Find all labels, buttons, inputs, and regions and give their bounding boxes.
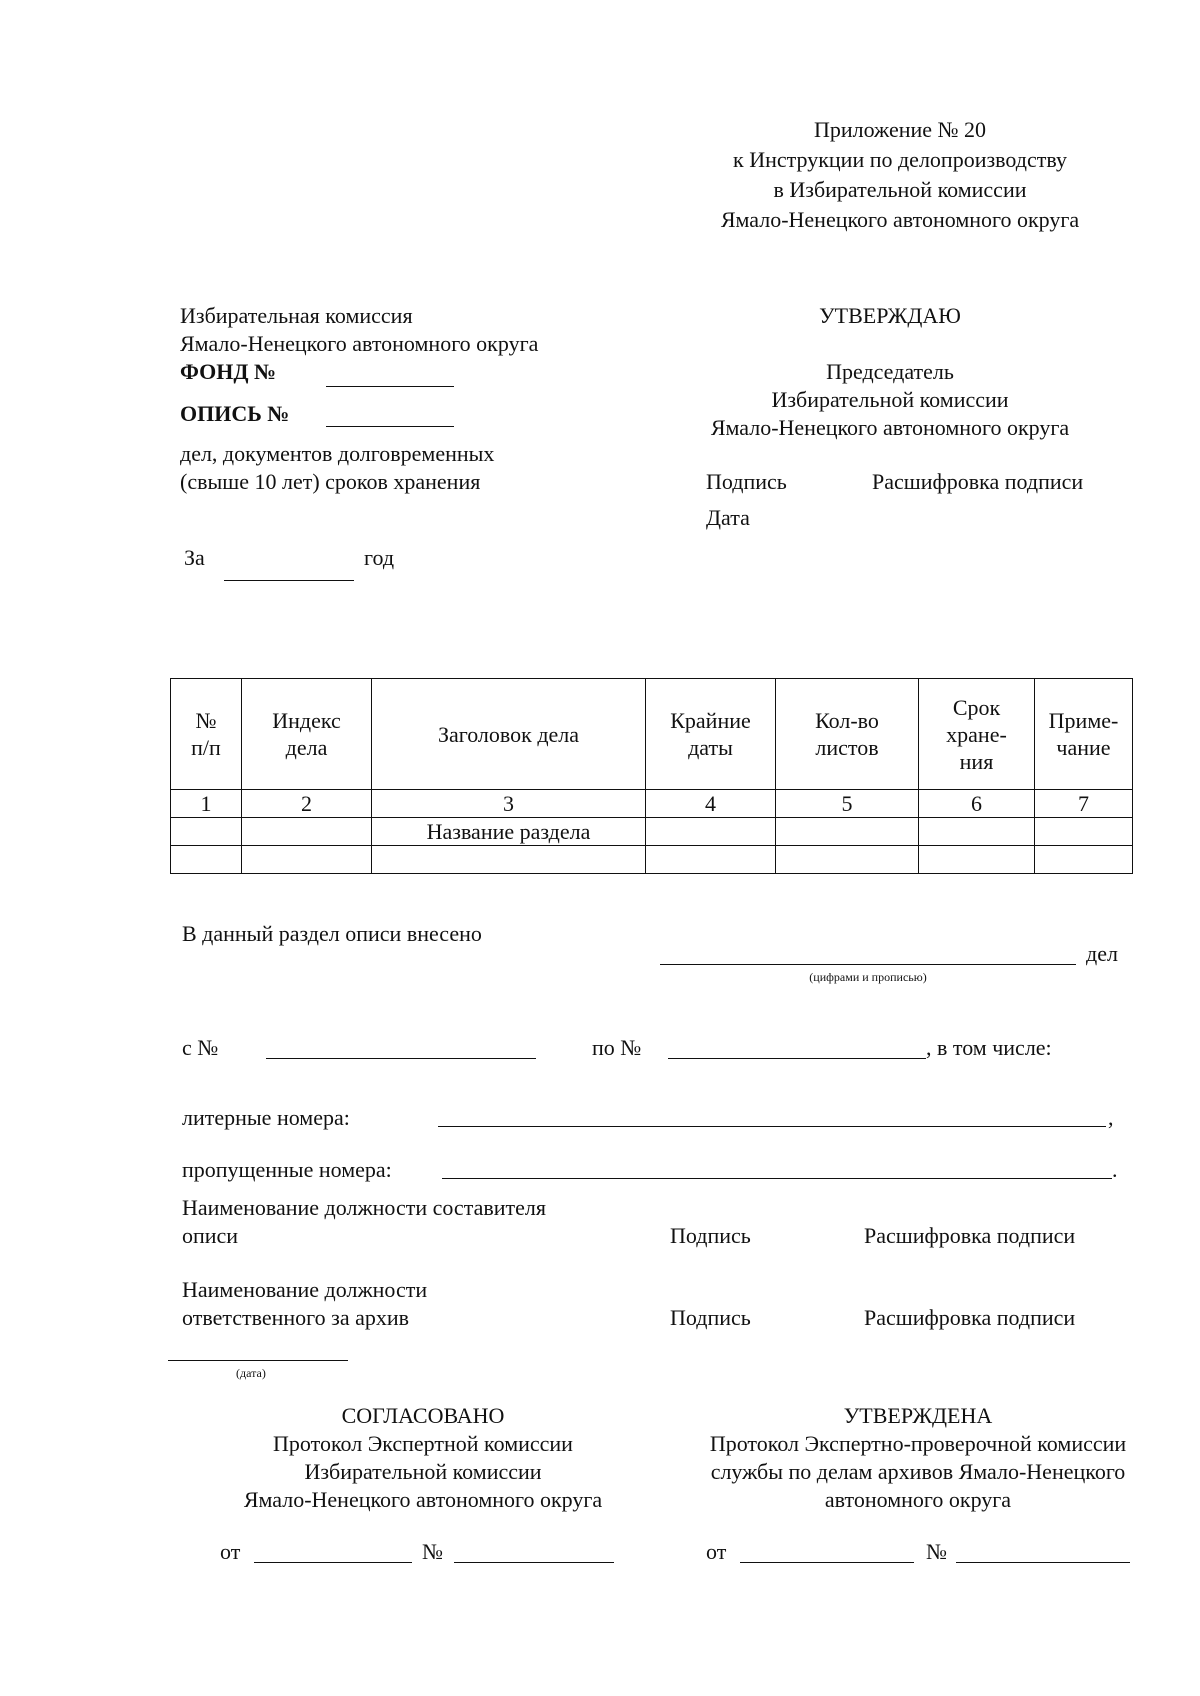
date-line — [168, 1360, 348, 1361]
appendix-region: Ямало-Ненецкого автономного округа — [720, 207, 1080, 232]
table-cell — [242, 818, 372, 846]
header-cell-sheets: Кол-во листов — [776, 679, 919, 790]
approved-number-line — [956, 1562, 1130, 1563]
to-number-label: по № — [592, 1035, 642, 1060]
cases-label: дел — [1086, 941, 1118, 966]
compiler-decoding-label: Расшифровка подписи — [864, 1223, 1076, 1248]
inventory-table — [170, 678, 1133, 874]
table-cell — [646, 846, 776, 874]
approved-service: службы по делам архивов Ямало-Ненецкого — [710, 1459, 1126, 1484]
missed-numbers-line — [442, 1178, 1112, 1179]
column-number-cell: 4 — [646, 790, 776, 818]
header-cell-title: Заголовок дела — [372, 679, 646, 790]
appendix-number: Приложение № 20 — [813, 117, 987, 142]
header-cell-note: Приме- чание — [1035, 679, 1133, 790]
approved-number-label: № — [926, 1539, 947, 1564]
agreed-from-label: от — [220, 1539, 241, 1564]
approve-organization: Избирательной комиссии — [771, 387, 1009, 412]
approve-decoding-label: Расшифровка подписи — [872, 469, 1084, 494]
approve-region: Ямало-Ненецкого автономного округа — [710, 415, 1070, 440]
organization-region: Ямало-Ненецкого автономного округа — [180, 331, 539, 356]
table-cell — [242, 846, 372, 874]
approve-signature-label: Подпись — [706, 469, 787, 494]
column-number-cell: 5 — [776, 790, 919, 818]
agreed-region: Ямало-Ненецкого автономного округа — [243, 1487, 603, 1512]
column-number-cell: 3 — [372, 790, 646, 818]
approved-protocol: Протокол Экспертно-проверочной комиссии — [709, 1431, 1127, 1456]
agreed-organization: Избирательной комиссии — [304, 1459, 542, 1484]
archive-position-1: Наименование должности — [182, 1277, 428, 1302]
words-hint: (цифрами и прописью) — [809, 970, 927, 984]
opis-description-1: дел, документов долговременных — [180, 441, 495, 466]
header-cell-number: № п/п — [171, 679, 242, 790]
cases-count-line — [660, 964, 1076, 965]
header-cell-dates: Крайние даты — [646, 679, 776, 790]
table-empty-row — [171, 846, 1133, 874]
approved-title: УТВЕРЖДЕНА — [843, 1403, 993, 1428]
organization-name: Избирательная комиссия — [180, 303, 413, 328]
compiler-position-1: Наименование должности составителя — [182, 1195, 546, 1220]
header-cell-term: Срок хране- ния — [919, 679, 1035, 790]
year-prefix: За — [184, 545, 205, 570]
missed-numbers-label: пропущенные номера: — [182, 1157, 392, 1182]
agreed-date-line — [254, 1562, 412, 1563]
year-suffix: год — [364, 545, 395, 570]
approved-date-line — [740, 1562, 914, 1563]
agreed-number-label: № — [422, 1539, 443, 1564]
table-cell — [919, 818, 1035, 846]
approve-date-label: Дата — [706, 505, 750, 530]
fond-number-line — [326, 386, 454, 387]
table-header-row — [171, 679, 1133, 790]
column-number-cell: 1 — [171, 790, 242, 818]
header-cell-index: Индекс дела — [242, 679, 372, 790]
agreed-protocol: Протокол Экспертной комиссии — [273, 1431, 573, 1456]
approved-from-label: от — [706, 1539, 727, 1564]
appendix-organization: в Избирательной комиссии — [773, 177, 1027, 202]
missed-numbers-end: . — [1112, 1157, 1118, 1182]
table-number-row — [171, 790, 1133, 818]
table-cell — [919, 846, 1035, 874]
table-cell — [776, 846, 919, 874]
table-cell — [1035, 846, 1133, 874]
opis-label: ОПИСЬ № — [180, 401, 290, 426]
date-hint: (дата) — [236, 1366, 266, 1380]
section-name-cell: Название раздела — [372, 818, 646, 846]
from-number-line — [266, 1058, 536, 1059]
approved-region: автономного округа — [824, 1487, 1012, 1512]
letter-numbers-line — [438, 1126, 1106, 1127]
table-cell — [171, 818, 242, 846]
archive-position-2: ответственного за архив — [182, 1305, 410, 1330]
including-label: , в том числе: — [926, 1035, 1052, 1060]
column-number-cell: 7 — [1035, 790, 1133, 818]
table-cell — [646, 818, 776, 846]
compiler-position-2: описи — [182, 1223, 239, 1248]
approve-role: Председатель — [826, 359, 954, 384]
opis-description-2: (свыше 10 лет) сроков хранения — [180, 469, 481, 494]
table-cell — [1035, 818, 1133, 846]
from-number-label: с № — [182, 1035, 219, 1060]
letter-numbers-end: , — [1108, 1105, 1114, 1130]
archive-decoding-label: Расшифровка подписи — [864, 1305, 1076, 1330]
to-number-line — [668, 1058, 926, 1059]
appendix-reference: к Инструкции по делопроизводству — [733, 147, 1067, 172]
table-cell — [171, 846, 242, 874]
year-line — [224, 580, 354, 581]
opis-number-line — [326, 426, 454, 427]
entered-label: В данный раздел описи внесено — [182, 921, 482, 946]
table-cell — [776, 818, 919, 846]
fond-label: ФОНД № — [180, 359, 277, 384]
archive-signature-label: Подпись — [670, 1305, 751, 1330]
column-number-cell: 2 — [242, 790, 372, 818]
agreed-title: СОГЛАСОВАНО — [341, 1403, 505, 1428]
compiler-signature-label: Подпись — [670, 1223, 751, 1248]
table-section-row — [171, 818, 1133, 846]
table-cell — [372, 846, 646, 874]
agreed-number-line — [454, 1562, 614, 1563]
approve-title: УТВЕРЖДАЮ — [819, 303, 961, 328]
letter-numbers-label: литерные номера: — [182, 1105, 350, 1130]
column-number-cell: 6 — [919, 790, 1035, 818]
